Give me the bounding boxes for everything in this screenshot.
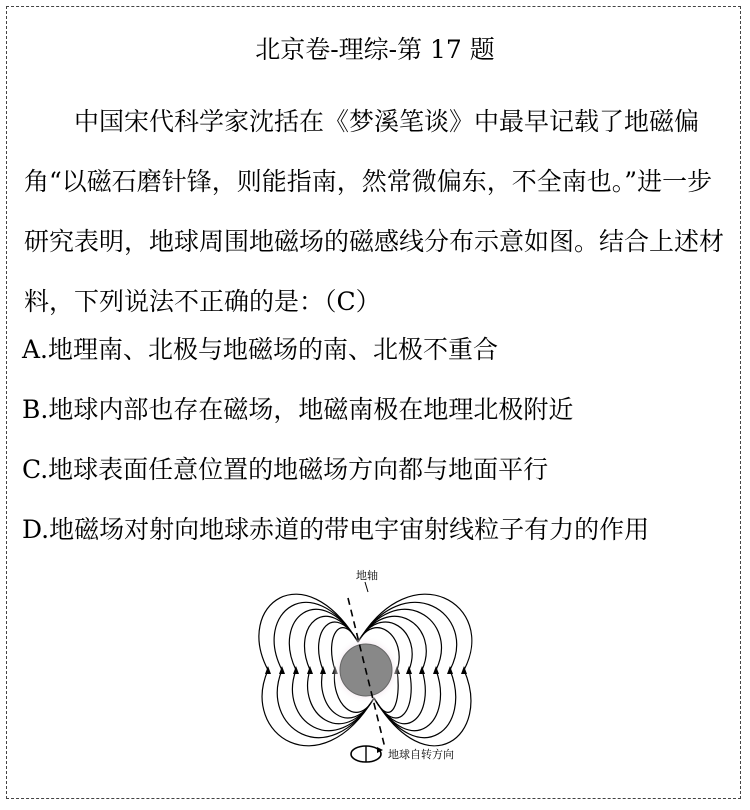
option-d: D.地磁场对射向地球赤道的带电宇宙射线粒子有力的作用 (22, 515, 650, 544)
field-direction-arrow-icon (419, 666, 425, 674)
field-direction-arrow-icon (461, 666, 467, 674)
option-b: B.地球内部也存在磁场，地磁南极在地理北极附近 (22, 395, 574, 424)
option-a: A.地理南、北极与地磁场的南、北极不重合 (22, 335, 499, 364)
field-direction-arrow-icon (265, 666, 271, 674)
question-title: 北京卷-理综-第 17 题 (255, 35, 495, 64)
question-text (24, 92, 736, 332)
field-direction-arrow-icon (307, 666, 313, 674)
question-body: 中国宋代科学家沈括在《梦溪笔谈》中最早记载了地磁偏角“以磁石磨针锋，则能指南，然常微偏东，不全南也。”进一步研究表明，地球周围地磁场的磁感线分布示意如图。结合上述材料，下列说法不正确的是：（C） (24, 107, 725, 316)
field-direction-arrow-icon (320, 666, 326, 674)
field-direction-arrow-icon (447, 666, 453, 674)
field-direction-arrow-icon (293, 666, 299, 674)
magnetic-field-diagram (240, 560, 500, 780)
field-direction-arrow-icon (433, 666, 439, 674)
option-c: C.地球表面任意位置的地磁场方向都与地面平行 (22, 455, 549, 484)
axis-label: 地轴 (356, 569, 378, 582)
rotation-label: 地球自转方向 (388, 748, 454, 761)
field-direction-arrow-icon (406, 666, 412, 674)
field-direction-arrow-icon (279, 666, 285, 674)
